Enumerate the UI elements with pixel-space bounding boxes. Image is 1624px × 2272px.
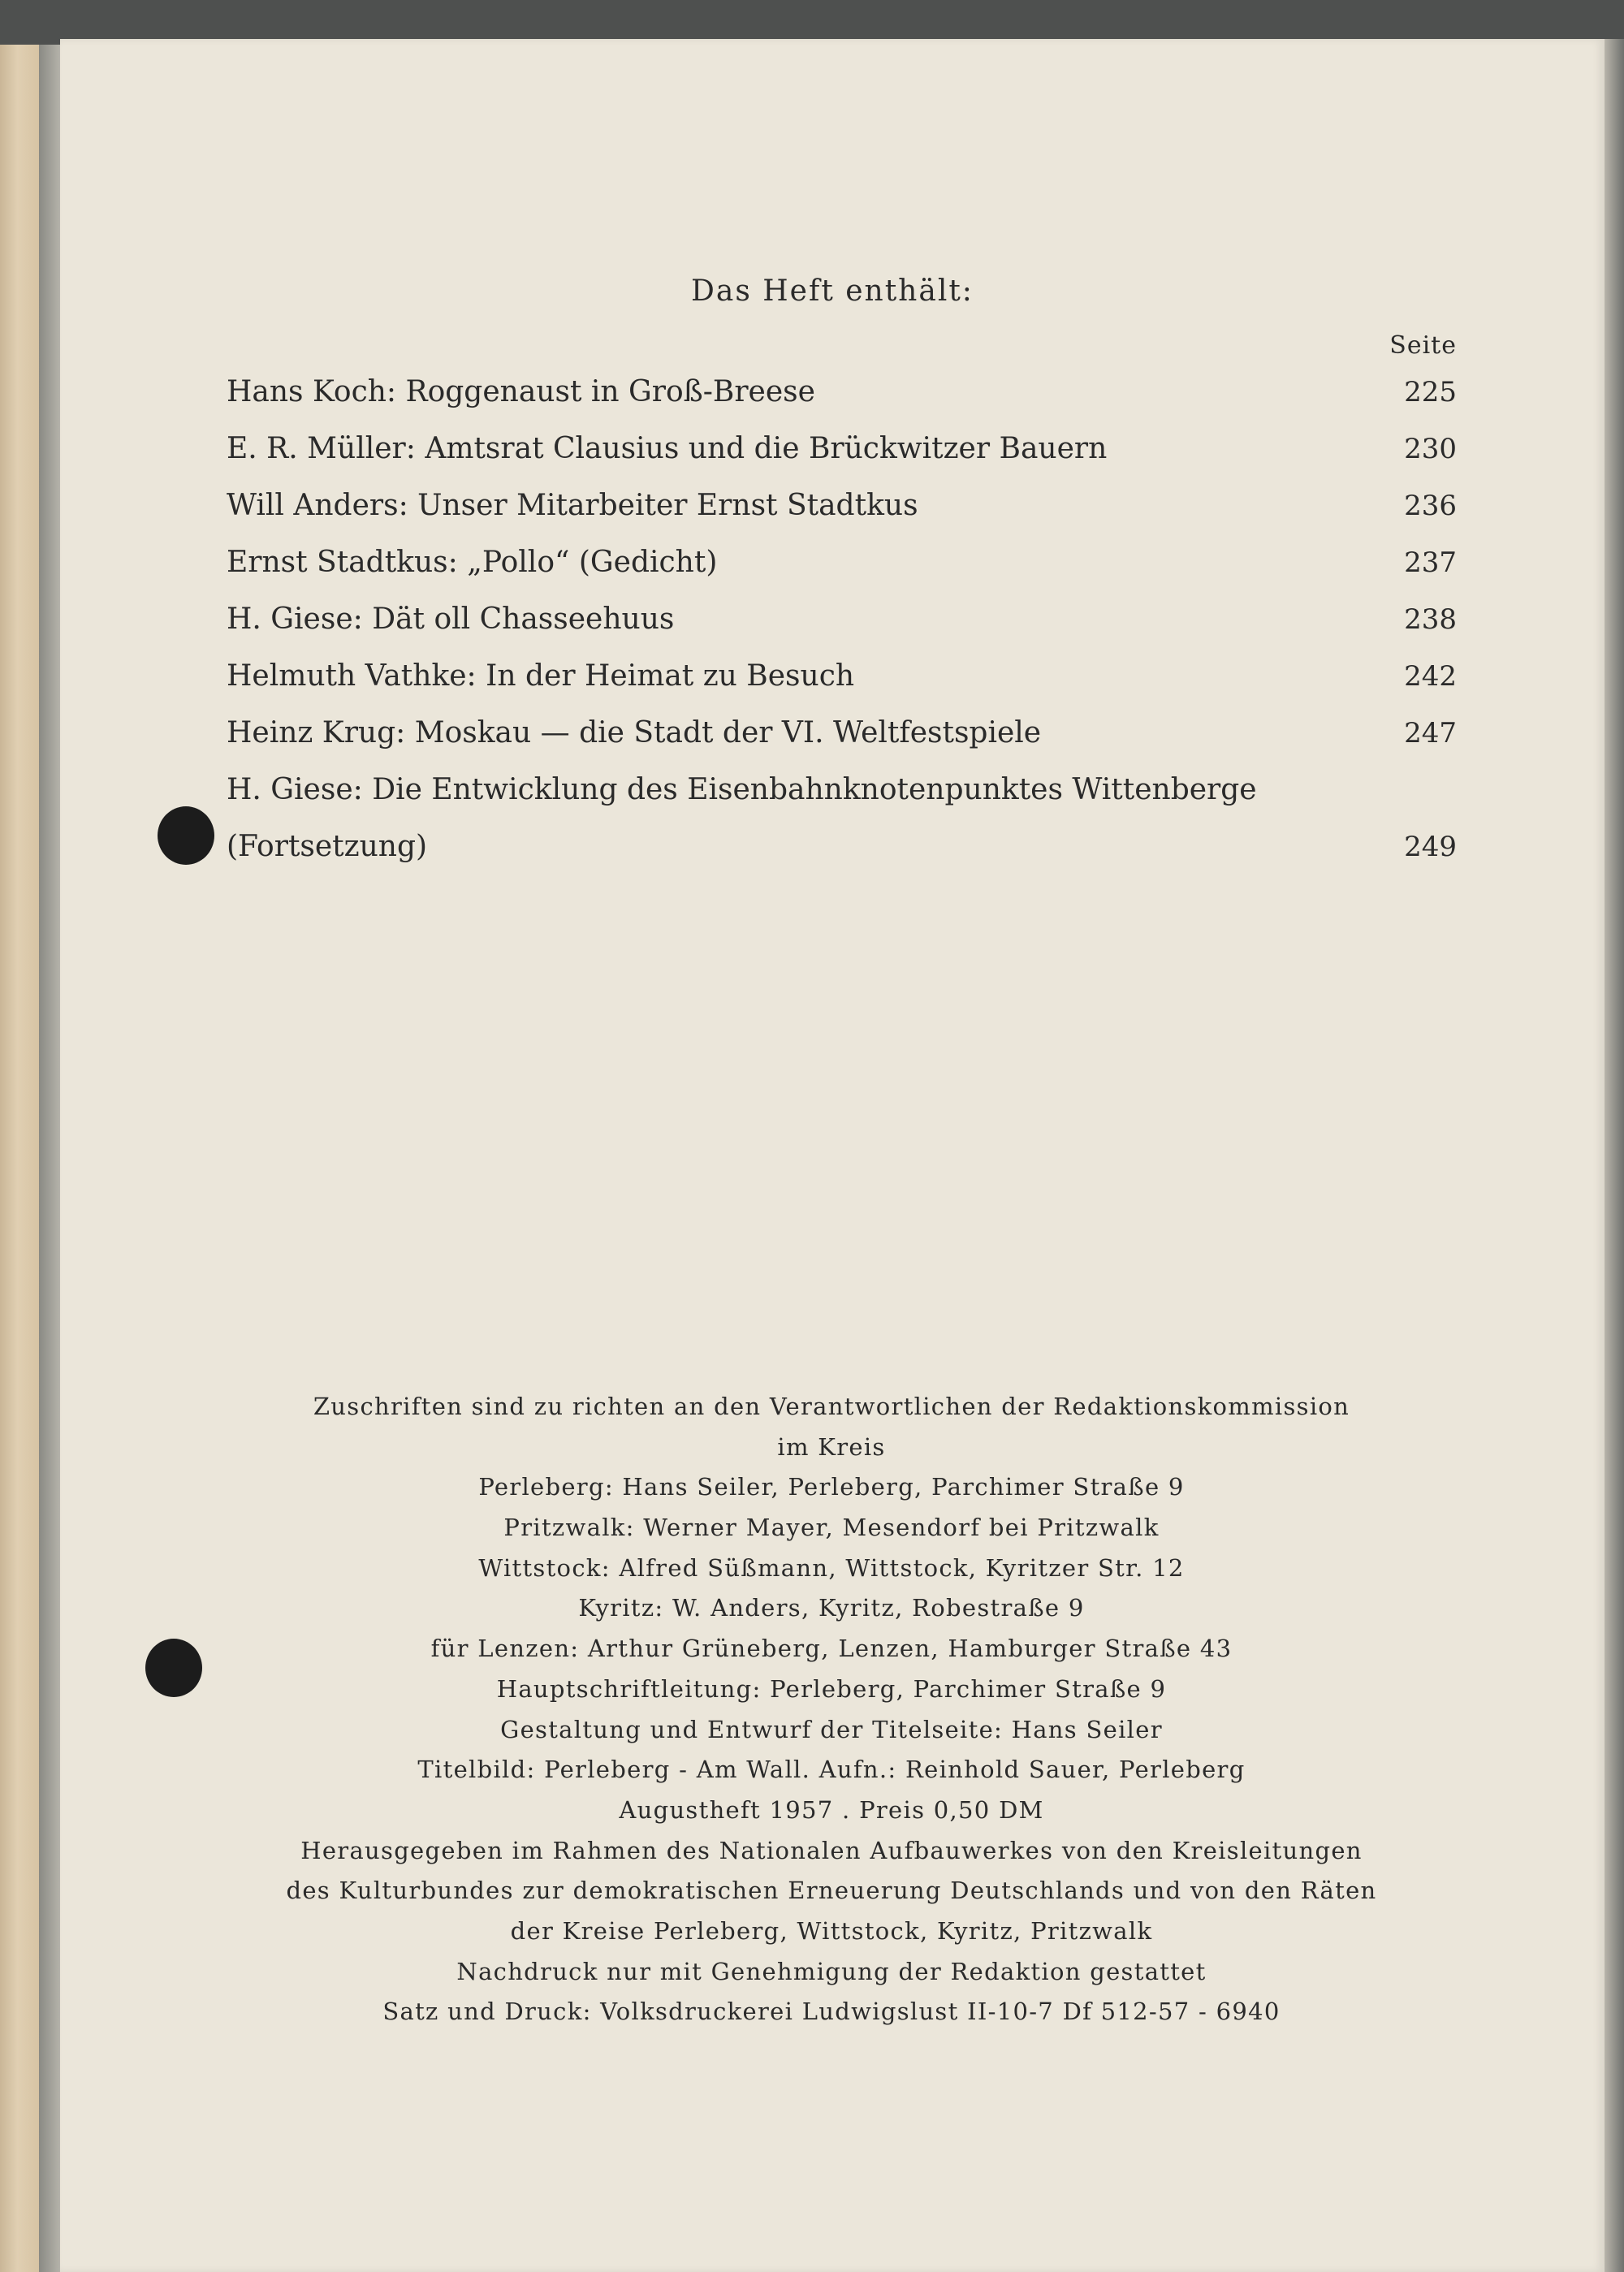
toc-entry-title: Helmuth Vathke: In der Heimat zu Besuch: [227, 659, 855, 693]
toc-entry: [227, 534, 1457, 591]
page-column-label: Seite: [1389, 331, 1457, 360]
imprint-line: im Kreis: [777, 1432, 886, 1461]
toc-entry-title: Ernst Stadtkus: „Pollo“ (Gedicht): [227, 546, 718, 579]
imprint-line: Titelbild: Perleberg - Am Wall. Aufn.: Reinhold Sauer, Perleberg: [417, 1756, 1246, 1784]
imprint-line: Kyritz: W. Anders, Kyritz, Robestraße 9: [578, 1594, 1085, 1622]
imprint-line: Hauptschriftleitung: Perleberg, Parchimer Straße 9: [496, 1674, 1167, 1703]
toc-entry-page: 230: [1404, 433, 1457, 465]
toc-entry: [227, 648, 1457, 705]
toc-entry: [227, 762, 1457, 875]
imprint-line: Herausgegeben im Rahmen des Nationalen Aufbauwerkes von den Kreisleitungen: [300, 1836, 1363, 1864]
toc-entry-title: Heinz Krug: Moskau — die Stadt der VI. Weltfestspiele: [227, 716, 1042, 749]
page-right-edge: [1605, 39, 1624, 2272]
imprint-line: Pritzwalk: Werner Mayer, Mesendorf bei Pritzwalk: [503, 1514, 1160, 1542]
toc-entry-line: [227, 762, 1457, 819]
imprint-line: der Kreise Perleberg, Wittstock, Kyritz, Pritzwalk: [510, 1916, 1153, 1945]
toc-entry: [227, 591, 1457, 648]
toc-entry-line: [227, 819, 1457, 875]
punch-hole-upper: [158, 806, 214, 865]
imprint-line: Satz und Druck: Volksdruckerei Ludwigslust II-10-7 Df 512-57 - 6940: [382, 1998, 1281, 2026]
toc-entry-title: Hans Koch: Roggenaust in Groß-Breese: [227, 375, 815, 408]
toc-entry-title-continued: (Fortsetzung): [227, 830, 428, 863]
toc-entry: [227, 364, 1457, 421]
toc-entry: [227, 477, 1457, 534]
imprint-line: des Kulturbundes zur demokratischen Erneuerung Deutschlands und von den Räten: [286, 1877, 1377, 1905]
toc-title: Das Heft enthält:: [691, 274, 974, 308]
toc-entry: [227, 421, 1457, 477]
toc-entry-page: 247: [1404, 717, 1457, 749]
toc-entry-page: 249: [1404, 831, 1457, 863]
table-of-contents: [227, 364, 1457, 875]
toc-entry-title: H. Giese: Die Entwicklung des Eisenbahnknotenpunktes Wittenberge: [227, 773, 1257, 806]
imprint: [125, 1387, 1538, 2032]
imprint-line: Zuschriften sind zu richten an den Verantwortlichen der Redaktionskommission: [313, 1393, 1350, 1420]
imprint-line: Gestaltung und Entwurf der Titelseite: Hans Seiler: [500, 1715, 1163, 1743]
book-spine: [0, 45, 39, 2272]
toc-entry-page: 242: [1404, 660, 1457, 693]
imprint-line: Wittstock: Alfred Süßmann, Wittstock, Kyritzer Str. 12: [478, 1553, 1185, 1582]
imprint-line: Augustheft 1957 . Preis 0,50 DM: [619, 1795, 1044, 1824]
toc-entry-title: Will Anders: Unser Mitarbeiter Ernst Stadtkus: [227, 489, 918, 522]
toc-entry-page: 237: [1404, 546, 1457, 579]
toc-entry-page: 236: [1404, 490, 1457, 522]
toc-entry-page: 238: [1404, 603, 1457, 636]
imprint-line: für Lenzen: Arthur Grüneberg, Lenzen, Hamburger Straße 43: [430, 1635, 1233, 1663]
toc-entry-title: E. R. Müller: Amtsrat Clausius und die Brückwitzer Bauern: [227, 432, 1108, 465]
toc-entry-title: H. Giese: Dät oll Chasseehuus: [227, 603, 675, 636]
imprint-line: Nachdruck nur mit Genehmigung der Redaktion gestattet: [456, 1957, 1207, 1985]
binding-edge: [39, 45, 62, 2272]
imprint-line: Perleberg: Hans Seiler, Perleberg, Parchimer Straße 9: [478, 1473, 1185, 1501]
toc-entry-page: 225: [1404, 376, 1457, 408]
page-sheet: [60, 39, 1605, 2272]
toc-entry: [227, 705, 1457, 762]
